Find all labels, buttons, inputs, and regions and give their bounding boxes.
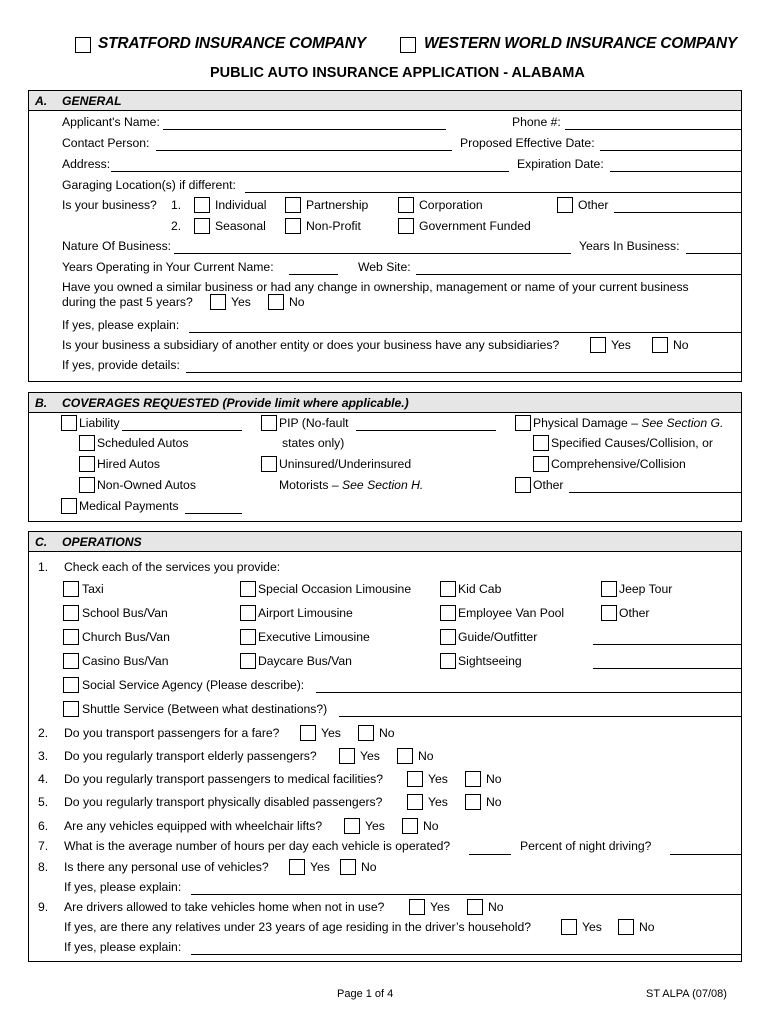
- ownership-question-line2: during the past 5 years?: [62, 295, 193, 309]
- q9b-yes-checkbox[interactable]: [561, 919, 577, 935]
- uninsured-checkbox[interactable]: [261, 456, 277, 472]
- government-funded-label: Government Funded: [419, 219, 531, 233]
- sightseeing-checkbox[interactable]: [440, 653, 456, 669]
- nature-of-business-field[interactable]: [174, 253, 571, 254]
- q8-text: Is there any personal use of vehicles?: [64, 860, 269, 874]
- page-title: PUBLIC AUTO INSURANCE APPLICATION - ALABAMA: [210, 65, 585, 81]
- subsidiary-details-field[interactable]: [186, 372, 742, 373]
- q9b-yes-label: Yes: [582, 920, 602, 934]
- pip-limit-field[interactable]: [356, 430, 496, 431]
- q9-number: 9.: [38, 900, 49, 914]
- years-operating-field[interactable]: [289, 274, 338, 275]
- hired-autos-label: Hired Autos: [97, 457, 161, 471]
- subsidiary-question: Is your business a subsidiary of another entity or does your business have any subsidiaries?: [62, 338, 560, 352]
- individual-label: Individual: [215, 198, 267, 212]
- non-owned-autos-label: Non-Owned Autos: [97, 478, 196, 492]
- q8-no-label: No: [361, 860, 377, 874]
- q3-text: Do you regularly transport elderly passengers?: [64, 749, 317, 763]
- address-label: Address:: [62, 157, 111, 171]
- years-in-business-label: Years In Business:: [579, 239, 680, 253]
- q4-no-label: No: [486, 772, 502, 786]
- q7-text: What is the average number of hours per day each vehicle is operated?: [64, 839, 451, 853]
- subsidiary-no-checkbox[interactable]: [652, 337, 668, 353]
- effective-date-label: Proposed Effective Date:: [460, 136, 595, 150]
- coverage-other-checkbox[interactable]: [515, 477, 531, 493]
- phone-label: Phone #:: [512, 115, 561, 129]
- form-code: ST ALPA (07/08): [646, 988, 727, 1000]
- stratford-checkbox[interactable]: [75, 37, 91, 53]
- q8-explain-label: If yes, please explain:: [64, 880, 182, 894]
- q3-yes-label: Yes: [360, 749, 380, 763]
- page-number: Page 1 of 4: [337, 988, 394, 1000]
- employee-van-pool-label: Employee Van Pool: [458, 606, 565, 620]
- service-other-label: Other: [619, 606, 650, 620]
- applicant-name-field[interactable]: [163, 129, 446, 130]
- q2-no-checkbox[interactable]: [358, 725, 374, 741]
- years-in-business-field[interactable]: [686, 253, 742, 254]
- business-other-label: Other: [578, 198, 609, 212]
- social-service-checkbox[interactable]: [63, 677, 79, 693]
- western-world-checkbox[interactable]: [400, 37, 416, 53]
- coverage-other-field[interactable]: [569, 492, 742, 493]
- ownership-yes-checkbox[interactable]: [210, 294, 226, 310]
- q2-text: Do you transport passengers for a fare?: [64, 726, 280, 740]
- pip-checkbox[interactable]: [261, 415, 277, 431]
- see-section-h: See Section H.: [342, 478, 424, 492]
- special-occasion-limo-checkbox[interactable]: [240, 581, 256, 597]
- q2-number: 2.: [38, 726, 49, 740]
- corporation-label: Corporation: [419, 198, 483, 212]
- uninsured-label: Uninsured/Underinsured: [279, 457, 412, 471]
- q5-no-label: No: [486, 795, 502, 809]
- business-row-1-num: 1.: [171, 198, 182, 212]
- q9b-no-label: No: [639, 920, 655, 934]
- q6-no-checkbox[interactable]: [402, 818, 418, 834]
- seasonal-checkbox[interactable]: [194, 218, 210, 234]
- q2-yes-label: Yes: [321, 726, 341, 740]
- special-occasion-limo-label: Special Occasion Limousine: [258, 582, 412, 596]
- ownership-no-label: No: [289, 295, 305, 309]
- sightseeing-label: Sightseeing: [458, 654, 522, 668]
- section-a-title: GENERAL: [62, 94, 122, 108]
- q6-number: 6.: [38, 819, 49, 833]
- daycare-bus-label: Daycare Bus/Van: [258, 654, 352, 668]
- subsidiary-yes-label: Yes: [611, 338, 631, 352]
- social-service-label: Social Service Agency (Please describe):: [82, 678, 305, 692]
- q9b-no-checkbox[interactable]: [618, 919, 634, 935]
- section-b-letter: B.: [35, 396, 48, 410]
- motorists-label: [279, 478, 423, 492]
- casino-bus-checkbox[interactable]: [63, 653, 79, 669]
- executive-limo-checkbox[interactable]: [240, 629, 256, 645]
- non-profit-label: Non-Profit: [306, 219, 361, 233]
- stratford-label: STRATFORD INSURANCE COMPANY: [98, 35, 366, 52]
- q8-yes-label: Yes: [310, 860, 330, 874]
- comprehensive-label: Comprehensive/Collision: [551, 457, 686, 471]
- expiration-date-label: Expiration Date:: [517, 157, 604, 171]
- q9-yes-label: Yes: [430, 900, 450, 914]
- q4-text: Do you regularly transport passengers to medical facilities?: [64, 772, 384, 786]
- scheduled-autos-label: Scheduled Autos: [97, 436, 189, 450]
- subsidiary-details-label: If yes, provide details:: [62, 358, 180, 372]
- comprehensive-checkbox[interactable]: [533, 456, 549, 472]
- medical-payments-checkbox[interactable]: [61, 498, 77, 514]
- church-bus-label: Church Bus/Van: [82, 630, 170, 644]
- school-bus-checkbox[interactable]: [63, 605, 79, 621]
- q7-number: 7.: [38, 839, 49, 853]
- jeep-tour-checkbox[interactable]: [601, 581, 617, 597]
- airport-limo-checkbox[interactable]: [240, 605, 256, 621]
- q4-no-checkbox[interactable]: [465, 771, 481, 787]
- non-profit-checkbox[interactable]: [285, 218, 301, 234]
- ownership-question-line1: Have you owned a similar business or had any change in ownership, management or name of your current business: [62, 280, 689, 294]
- ownership-yes-label: Yes: [231, 295, 251, 309]
- night-driving-field[interactable]: [670, 854, 742, 855]
- q2-no-label: No: [379, 726, 395, 740]
- business-row-2-num: 2.: [171, 219, 182, 233]
- service-other-field-1[interactable]: [593, 644, 742, 645]
- q4-yes-label: Yes: [428, 772, 448, 786]
- shuttle-service-field[interactable]: [339, 716, 742, 717]
- physical-damage-label: [533, 416, 723, 430]
- website-field[interactable]: [416, 274, 742, 275]
- contact-person-label: Contact Person:: [62, 136, 150, 150]
- corporation-checkbox[interactable]: [398, 197, 414, 213]
- motorists-text: Motorists –: [279, 478, 339, 492]
- government-funded-checkbox[interactable]: [398, 218, 414, 234]
- kid-cab-checkbox[interactable]: [440, 581, 456, 597]
- q8-yes-checkbox[interactable]: [289, 859, 305, 875]
- section-c-letter: C.: [35, 535, 48, 549]
- section-a-letter: A.: [35, 94, 48, 108]
- q5-no-checkbox[interactable]: [465, 794, 481, 810]
- individual-checkbox[interactable]: [194, 197, 210, 213]
- specified-causes-label: Specified Causes/Collision, or: [551, 436, 713, 450]
- hired-autos-checkbox[interactable]: [79, 456, 95, 472]
- q5-yes-checkbox[interactable]: [407, 794, 423, 810]
- service-other-field-2[interactable]: [593, 668, 742, 669]
- night-driving-label: Percent of night driving?: [520, 839, 652, 853]
- physical-damage-checkbox[interactable]: [515, 415, 531, 431]
- q6-yes-checkbox[interactable]: [344, 818, 360, 834]
- q3-no-checkbox[interactable]: [397, 748, 413, 764]
- q5-text: Do you regularly transport physically disabled passengers?: [64, 795, 383, 809]
- nature-of-business-label: Nature Of Business:: [62, 239, 172, 253]
- q5-yes-label: Yes: [428, 795, 448, 809]
- q8-number: 8.: [38, 860, 49, 874]
- liability-limit-field[interactable]: [122, 430, 242, 431]
- social-service-field[interactable]: [316, 692, 742, 693]
- business-other-field[interactable]: [614, 212, 742, 213]
- section-c-title: OPERATIONS: [62, 535, 142, 549]
- liability-label: Liability: [79, 416, 120, 430]
- seasonal-label: Seasonal: [215, 219, 266, 233]
- phone-field[interactable]: [565, 129, 742, 130]
- taxi-label: Taxi: [82, 582, 104, 596]
- business-other-checkbox[interactable]: [557, 197, 573, 213]
- q9-explain-label: If yes, please explain:: [64, 940, 182, 954]
- expiration-date-field[interactable]: [610, 171, 742, 172]
- liability-checkbox[interactable]: [61, 415, 77, 431]
- shuttle-service-checkbox[interactable]: [63, 701, 79, 717]
- physical-damage-text: Physical Damage –: [533, 416, 638, 430]
- medical-payments-limit-field[interactable]: [185, 513, 242, 514]
- q9-no-checkbox[interactable]: [467, 899, 483, 915]
- guide-outfitter-label: Guide/Outfitter: [458, 630, 538, 644]
- shuttle-service-label: Shuttle Service (Between what destinations?): [82, 702, 328, 716]
- church-bus-checkbox[interactable]: [63, 629, 79, 645]
- section-b-title: COVERAGES REQUESTED (Provide limit where applicable.): [62, 396, 409, 410]
- q4-yes-checkbox[interactable]: [407, 771, 423, 787]
- address-field[interactable]: [111, 171, 509, 172]
- pip-label: PIP (No-fault: [279, 416, 349, 430]
- q3-no-label: No: [418, 749, 434, 763]
- garaging-label: Garaging Location(s) if different:: [62, 178, 236, 192]
- q5-number: 5.: [38, 795, 49, 809]
- medical-payments-label: Medical Payments: [79, 499, 179, 513]
- specified-causes-checkbox[interactable]: [533, 435, 549, 451]
- ownership-no-checkbox[interactable]: [268, 294, 284, 310]
- garaging-field[interactable]: [245, 192, 742, 193]
- see-section-g: See Section G.: [641, 416, 724, 430]
- website-label: Web Site:: [358, 260, 411, 274]
- q9-text: Are drivers allowed to take vehicles home when not in use?: [64, 900, 385, 914]
- non-owned-autos-checkbox[interactable]: [79, 477, 95, 493]
- partnership-checkbox[interactable]: [285, 197, 301, 213]
- contact-person-field[interactable]: [156, 150, 452, 151]
- q8-explain-field[interactable]: [191, 894, 742, 895]
- airport-limo-label: Airport Limousine: [258, 606, 353, 620]
- applicant-name-label: Applicant's Name:: [62, 115, 160, 129]
- effective-date-field[interactable]: [600, 150, 742, 151]
- q1-text: Check each of the services you provide:: [64, 560, 281, 574]
- executive-limo-label: Executive Limousine: [258, 630, 370, 644]
- subsidiary-no-label: No: [673, 338, 689, 352]
- subsidiary-yes-checkbox[interactable]: [590, 337, 606, 353]
- q3-yes-checkbox[interactable]: [339, 748, 355, 764]
- coverage-other-label: Other: [533, 478, 564, 492]
- section-a-header: [29, 91, 741, 111]
- partnership-label: Partnership: [306, 198, 369, 212]
- taxi-checkbox[interactable]: [63, 581, 79, 597]
- guide-outfitter-checkbox[interactable]: [440, 629, 456, 645]
- q6-text: Are any vehicles equipped with wheelchair lifts?: [64, 819, 323, 833]
- q9-explain-field[interactable]: [191, 954, 742, 955]
- q3-number: 3.: [38, 749, 49, 763]
- business-question: Is your business?: [62, 198, 157, 212]
- service-other-checkbox[interactable]: [601, 605, 617, 621]
- q9b-text: If yes, are there any relatives under 23 years of age residing in the driver’s household?: [64, 920, 532, 934]
- ownership-explain-field[interactable]: [189, 332, 742, 333]
- q4-number: 4.: [38, 772, 49, 786]
- hours-per-day-field[interactable]: [469, 854, 511, 855]
- kid-cab-label: Kid Cab: [458, 582, 502, 596]
- jeep-tour-label: Jeep Tour: [619, 582, 673, 596]
- q6-no-label: No: [423, 819, 439, 833]
- q9-no-label: No: [488, 900, 504, 914]
- western-world-label: WESTERN WORLD INSURANCE COMPANY: [424, 35, 737, 52]
- scheduled-autos-checkbox[interactable]: [79, 435, 95, 451]
- casino-bus-label: Casino Bus/Van: [82, 654, 169, 668]
- pip-states-label: states only): [282, 436, 345, 450]
- daycare-bus-checkbox[interactable]: [240, 653, 256, 669]
- employee-van-pool-checkbox[interactable]: [440, 605, 456, 621]
- years-operating-label: Years Operating in Your Current Name:: [62, 260, 274, 274]
- q1-number: 1.: [38, 560, 49, 574]
- q9-yes-checkbox[interactable]: [409, 899, 425, 915]
- ownership-explain-label: If yes, please explain:: [62, 318, 180, 332]
- school-bus-label: School Bus/Van: [82, 606, 168, 620]
- q8-no-checkbox[interactable]: [340, 859, 356, 875]
- q2-yes-checkbox[interactable]: [300, 725, 316, 741]
- q6-yes-label: Yes: [365, 819, 385, 833]
